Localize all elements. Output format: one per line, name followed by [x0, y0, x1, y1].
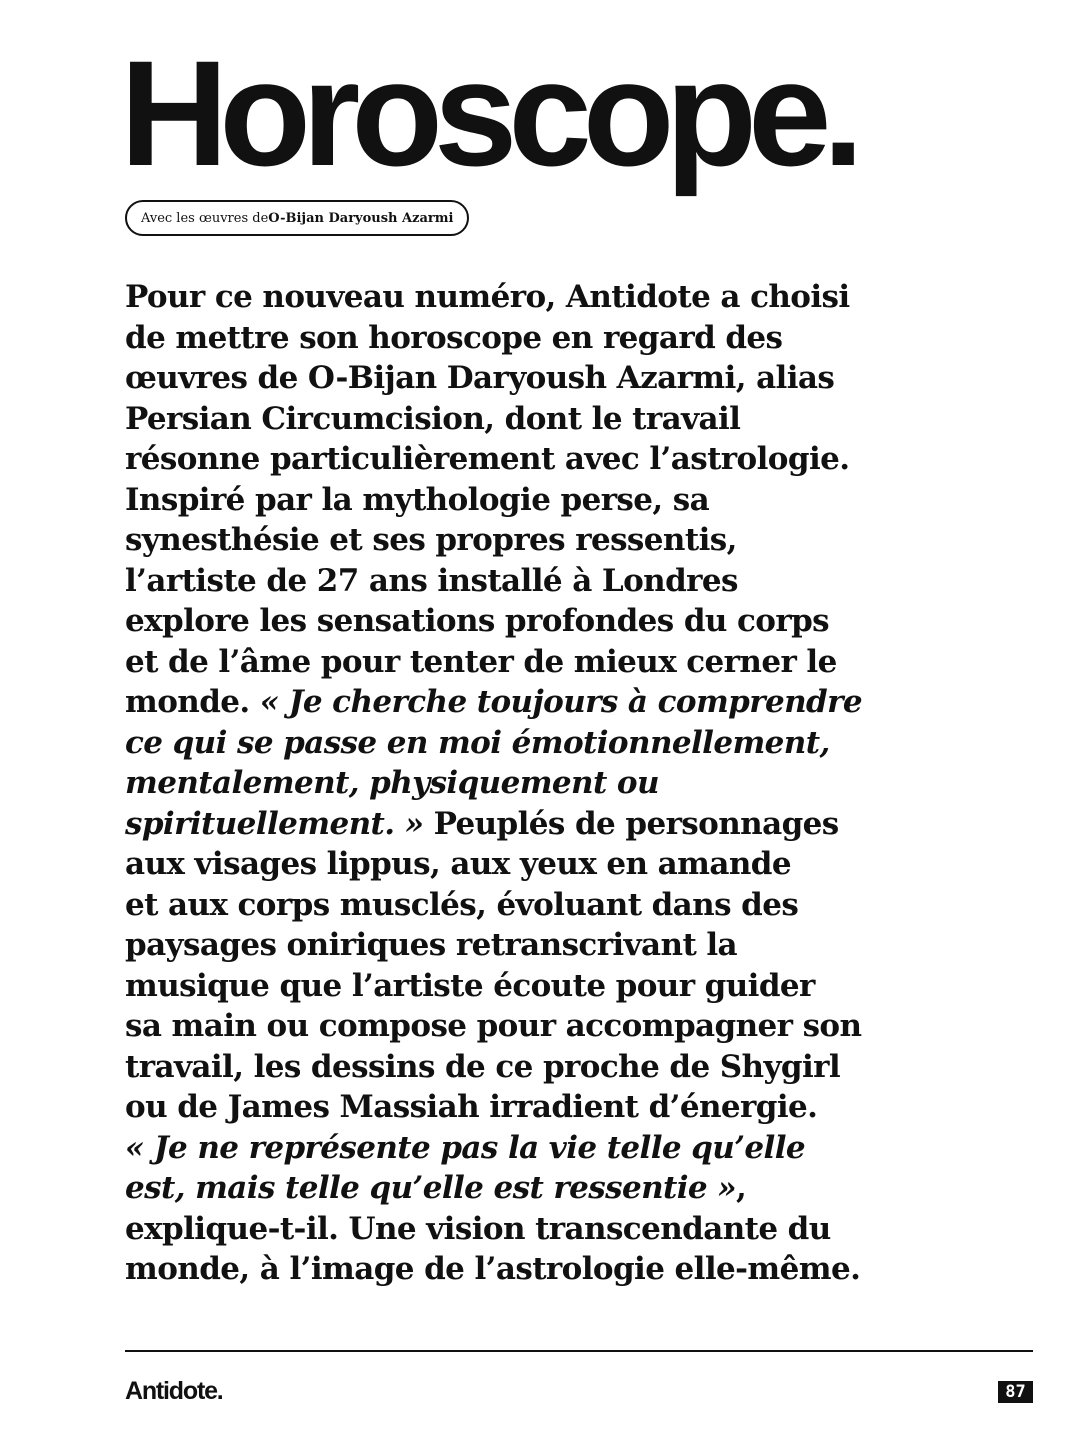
paragraph-line	[125, 358, 1050, 399]
footer-brand-logo: Antidote.	[125, 1377, 223, 1405]
paragraph-line	[125, 1006, 1050, 1047]
paragraph-text: Persian Circumcision, dont le travail	[125, 400, 741, 437]
paragraph-text: explique-t-il. Une vision transcendante du	[125, 1210, 831, 1247]
paragraph-line	[125, 966, 1050, 1007]
paragraph-text: monde.	[125, 684, 260, 720]
paragraph-text: œuvres de O-Bijan Daryoush Azarmi, alias	[125, 360, 835, 396]
paragraph-line	[125, 804, 1050, 845]
quote-text: « Je cherche toujours à comprendre	[259, 684, 862, 720]
paragraph-text: musique que l’artiste écoute pour guider	[125, 967, 815, 1004]
paragraph-line	[125, 723, 1050, 764]
intro-paragraph	[125, 277, 1050, 1290]
artist-credit-badge	[125, 200, 469, 236]
page-title: Horoscope.	[120, 29, 856, 197]
credit-artist-name: O-Bijan Daryoush Azarmi	[268, 210, 454, 226]
paragraph-line	[125, 520, 1050, 561]
paragraph-text: et de l’âme pour tenter de mieux cerner le	[125, 643, 837, 680]
quote-text: « Je ne représente pas la vie telle qu’elle	[125, 1129, 806, 1166]
paragraph-line	[125, 1128, 1050, 1169]
paragraph-text: monde, à l’image de l’astrologie elle-même.	[125, 1251, 861, 1287]
quote-text: spirituellement. »	[125, 805, 424, 842]
paragraph-text: sa main ou compose pour accompagner son	[125, 1008, 862, 1044]
paragraph-text: ou de James Massiah irradient d’énergie.	[125, 1089, 818, 1125]
paragraph-text: explore les sensations profondes du corps	[125, 603, 830, 639]
quote-text: mentalement, physiquement ou	[125, 765, 659, 801]
paragraph-text: résonne particulièrement avec l’astrologie.	[125, 441, 850, 477]
paragraph-line	[125, 642, 1050, 683]
paragraph-line	[125, 277, 1050, 318]
paragraph-text: Inspiré par la mythologie perse, sa	[125, 481, 710, 518]
paragraph-text: paysages oniriques retranscrivant la	[125, 927, 738, 963]
credit-prefix: Avec les œuvres de	[141, 210, 269, 226]
paragraph-line	[125, 1249, 1050, 1290]
paragraph-line	[125, 1087, 1050, 1128]
paragraph-line	[125, 439, 1050, 480]
page-number-badge: 87	[998, 1381, 1033, 1403]
paragraph-line	[125, 1047, 1050, 1088]
paragraph-line	[125, 844, 1050, 885]
paragraph-text: Peuplés de personnages	[423, 805, 839, 842]
quote-text: est, mais telle qu’elle est ressentie »	[125, 1170, 736, 1206]
paragraph-text: l’artiste de 27 ans installé à Londres	[125, 562, 738, 599]
paragraph-line	[125, 399, 1050, 440]
paragraph-text: de mettre son horoscope en regard des	[125, 319, 783, 356]
paragraph-line	[125, 318, 1050, 359]
paragraph-text: ,	[736, 1170, 747, 1206]
paragraph-line	[125, 925, 1050, 966]
paragraph-line	[125, 561, 1050, 602]
paragraph-line	[125, 682, 1050, 723]
paragraph-line	[125, 1209, 1050, 1250]
paragraph-line	[125, 1168, 1050, 1209]
paragraph-line	[125, 885, 1050, 926]
paragraph-text: synesthésie et ses propres ressentis,	[125, 522, 737, 558]
paragraph-text: aux visages lippus, aux yeux en amande	[125, 846, 791, 882]
paragraph-line	[125, 763, 1050, 804]
paragraph-line	[125, 480, 1050, 521]
paragraph-text: travail, les dessins de ce proche de Shygirl	[125, 1048, 841, 1085]
paragraph-text: et aux corps musclés, évoluant dans des	[125, 886, 799, 923]
quote-text: ce qui se passe en moi émotionnellement,	[125, 724, 830, 761]
paragraph-text: Pour ce nouveau numéro, Antidote a choisi	[125, 279, 850, 315]
footer-divider	[125, 1350, 1033, 1352]
paragraph-line	[125, 601, 1050, 642]
